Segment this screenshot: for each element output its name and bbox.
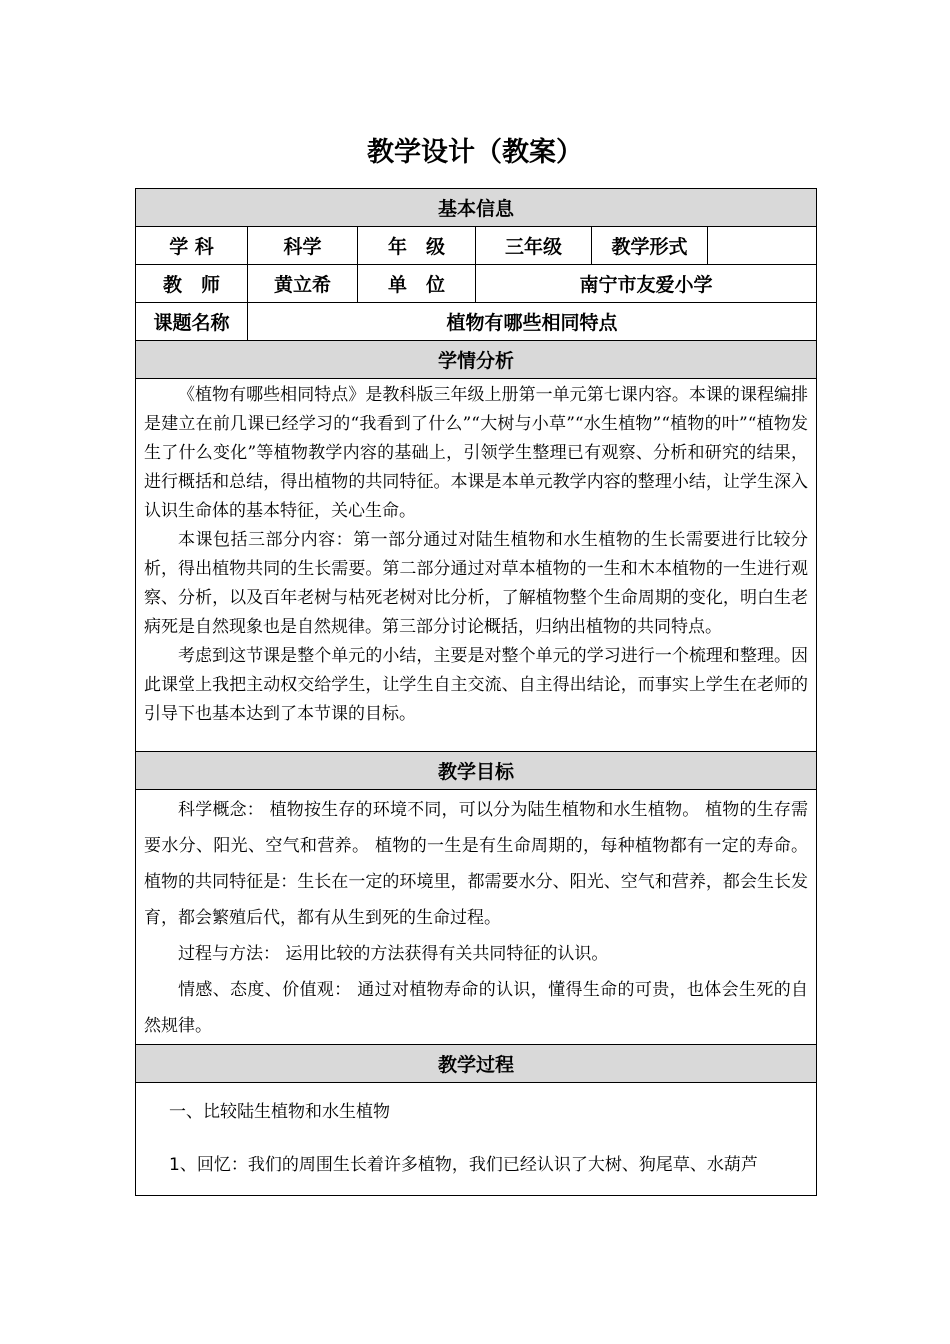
process-header: 教学过程 <box>136 1045 817 1083</box>
objectives-body <box>136 790 817 1045</box>
analysis-paragraph: 本课包括三部分内容：第一部分通过对陆生植物和水生植物的生长需要进行比较分析，得出植物共同的生长需要。第二部分通过对草本植物的一生和木本植物的一生进行观察、分析，以及百年老树与枯死老树对比分析，了解植物整个生命周期的变化，明白生老病死是自然现象也是自然规律。第三部分讨论概括，归纳出植物的共同特点。 <box>144 530 809 637</box>
grade-label: 年 级 <box>358 227 476 265</box>
grade-value: 三年级 <box>476 227 592 265</box>
teaching-form-label: 教学形式 <box>592 227 708 265</box>
process-line: 一、比较陆生植物和水生植物 <box>169 1102 390 1122</box>
objectives-paragraph: 情感、态度、价值观： 通过对植物寿命的认识，懂得生命的可贵，也体会生死的自然规律。 <box>144 980 809 1036</box>
teacher-value: 黄立希 <box>248 265 358 303</box>
analysis-body <box>136 379 817 752</box>
objectives-header: 教学目标 <box>136 752 817 790</box>
process-line: 1、回忆：我们的周围生长着许多植物，我们已经认识了大树、狗尾草、水葫芦 <box>169 1155 758 1175</box>
unit-value: 南宁市友爱小学 <box>476 265 817 303</box>
basic-info-header: 基本信息 <box>136 189 817 227</box>
document-title: 教学设计（教案） <box>367 137 583 168</box>
teaching-form-value <box>708 227 817 265</box>
topic-value: 植物有哪些相同特点 <box>248 303 817 341</box>
unit-label: 单 位 <box>358 265 476 303</box>
teacher-label: 教 师 <box>136 265 248 303</box>
process-body <box>136 1083 817 1196</box>
analysis-paragraph: 《植物有哪些相同特点》是教科版三年级上册第一单元第七课内容。本课的课程编排是建立在前几课已经学习的“我看到了什么”“大树与小草”“水生植物”“植物的叶”“植物发生了什么变化”等植物教学内容的基础上，引领学生整理已有观察、分析和研究的结果，进行概括和总结，得出植物的共同特征。本课是本单元教学内容的整理小结，让学生深入认识生命体的基本特征，关心生命。 <box>144 385 809 521</box>
objectives-paragraph: 过程与方法： 运用比较的方法获得有关共同特征的认识。 <box>178 944 609 964</box>
analysis-paragraph: 考虑到这节课是整个单元的小结，主要是对整个单元的学习进行一个梳理和整理。因此课堂上我把主动权交给学生，让学生自主交流、自主得出结论，而事实上学生在老师的引导下也基本达到了本节课的目标。 <box>144 646 809 724</box>
topic-label: 课题名称 <box>136 303 248 341</box>
objectives-paragraph: 科学概念： 植物按生存的环境不同，可以分为陆生植物和水生植物。 植物的生存需要水分、阳光、空气和营养。 植物的一生是有生命周期的，每种植物都有一定的寿命。 植物的共同特征是：生长在一定的环境里，都需要水分、阳光、空气和营养，都会生长发育，都会繁殖后代，都有从生到死的生命过程。 <box>144 800 809 928</box>
analysis-header: 学情分析 <box>136 341 817 379</box>
lesson-plan-table <box>135 188 817 1196</box>
subject-label: 学 科 <box>136 227 248 265</box>
subject-value: 科学 <box>248 227 358 265</box>
